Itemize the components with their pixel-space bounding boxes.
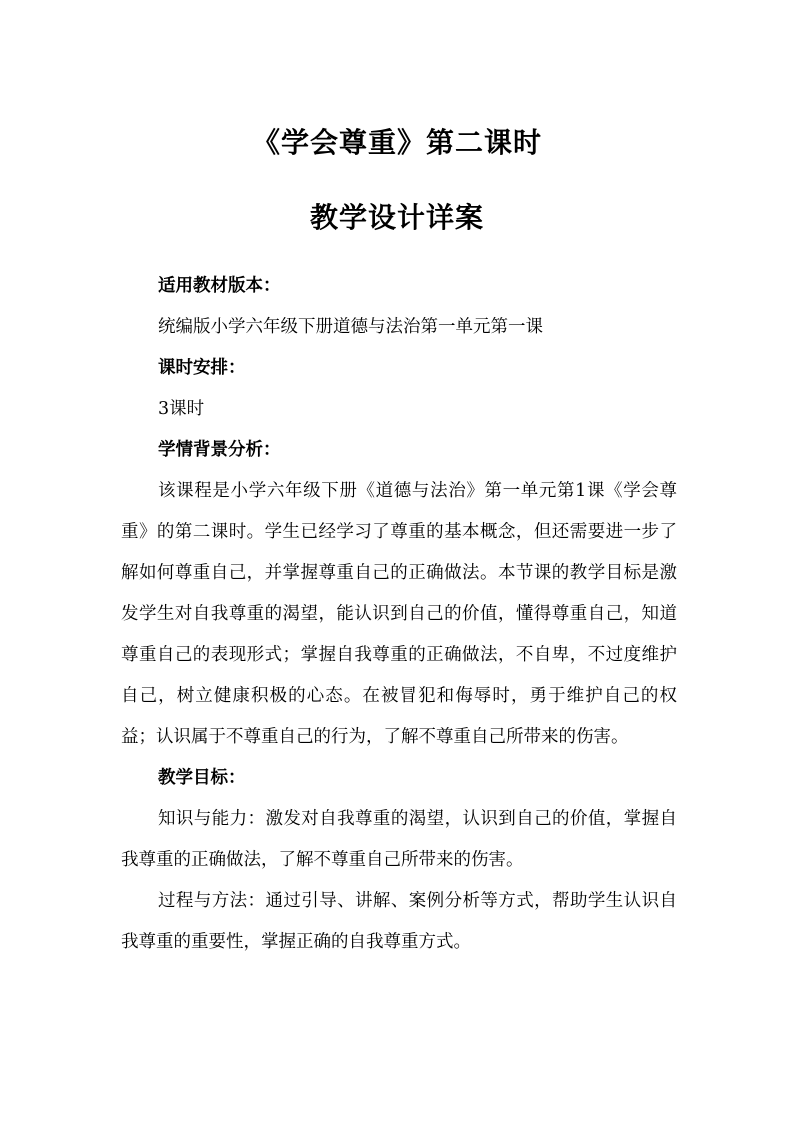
edition-heading: 适用教材版本： (158, 276, 281, 296)
analysis-paragraph: 该课程是小学六年级下册《道德与法治》第一单元第1课《学会尊重》的第二课时。学生已经学习了尊重的基本概念，但还需要进一步了解如何尊重自己，并掌握尊重自己的正确做法。本节课的教学目标是激发学生对自我尊重的渴望，能认识到自己的价值，懂得尊重自己，知道尊重自己的表现形式；掌握自我尊重的正确做法，不自卑，不过度维护自己，树立健康积极的心态。在被冒犯和侮辱时，勇于维护自己的权益；认识属于不尊重自己的行为，了解不尊重自己所带来的伤害。 (121, 481, 677, 747)
document-subtitle: 教学设计详案 (309, 201, 484, 234)
document-body (121, 266, 677, 963)
document-title: 《学会尊重》第二课时 (251, 126, 542, 159)
goals-heading: 教学目标： (158, 768, 246, 788)
goal-process-paragraph: 过程与方法：通过引导、讲解、案例分析等方式，帮助学生认识自我尊重的重要性，掌握正确的自我尊重方式。 (121, 891, 677, 952)
goal-knowledge-paragraph: 知识与能力：激发对自我尊重的渴望，认识到自己的价值，掌握自我尊重的正确做法，了解不尊重自己所带来的伤害。 (121, 809, 677, 870)
analysis-heading: 学情背景分析： (158, 440, 281, 460)
edition-text: 统编版小学六年级下册道德与法治第一单元第一课 (158, 317, 543, 337)
schedule-text: 3课时 (158, 399, 205, 419)
schedule-heading: 课时安排： (158, 358, 246, 378)
